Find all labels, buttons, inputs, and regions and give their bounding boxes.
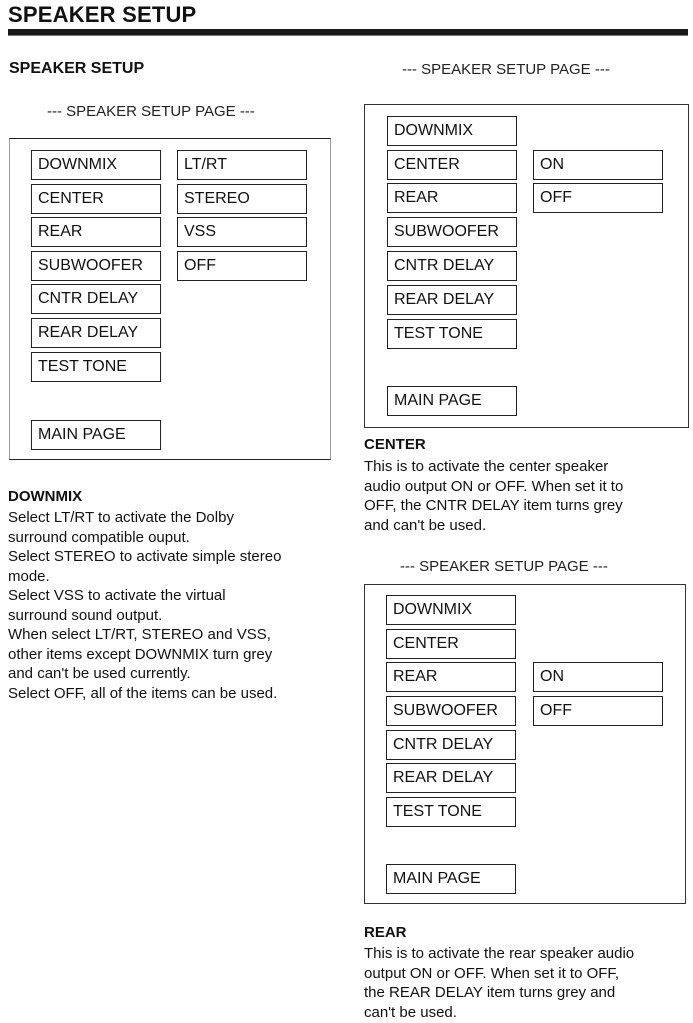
center-setup-panel bbox=[364, 104, 689, 428]
option-off[interactable]: OFF bbox=[533, 183, 663, 213]
rear-setup-panel bbox=[364, 584, 686, 904]
left-page-caption: --- SPEAKER SETUP PAGE --- bbox=[47, 103, 255, 120]
menu-item-downmix[interactable]: DOWNMIX bbox=[31, 150, 161, 180]
menu-item-downmix[interactable]: DOWNMIX bbox=[386, 595, 516, 625]
option-stereo[interactable]: STEREO bbox=[177, 184, 307, 214]
page-title: SPEAKER SETUP bbox=[8, 2, 197, 27]
main-page-button[interactable]: MAIN PAGE bbox=[387, 386, 517, 416]
desc-line: output ON or OFF. When set it to OFF, bbox=[364, 964, 620, 982]
desc-line: This is to activate the rear speaker audio bbox=[364, 945, 635, 962]
option-off[interactable]: OFF bbox=[533, 696, 663, 726]
menu-item-rear[interactable]: REAR bbox=[31, 217, 161, 247]
menu-item-rear[interactable]: REAR bbox=[387, 183, 517, 213]
center-desc-title: CENTER bbox=[364, 436, 426, 453]
menu-item-test-tone[interactable]: TEST TONE bbox=[31, 352, 161, 382]
menu-item-cntr-delay[interactable]: CNTR DELAY bbox=[387, 251, 517, 281]
menu-item-center[interactable]: CENTER bbox=[387, 150, 517, 180]
section-title: SPEAKER SETUP bbox=[9, 60, 145, 77]
header-rule-thin bbox=[8, 35, 688, 36]
menu-item-rear-delay[interactable]: REAR DELAY bbox=[31, 318, 161, 348]
desc-line: surround compatible ouput. bbox=[8, 528, 190, 546]
menu-item-rear-delay[interactable]: REAR DELAY bbox=[386, 763, 516, 793]
desc-line: the REAR DELAY item turns grey and bbox=[364, 984, 616, 1001]
option-on[interactable]: ON bbox=[533, 150, 663, 180]
option-on[interactable]: ON bbox=[533, 662, 663, 692]
desc-line: This is to activate the center speaker bbox=[364, 458, 609, 475]
menu-item-center[interactable]: CENTER bbox=[386, 629, 516, 659]
left-setup-panel bbox=[9, 138, 331, 460]
desc-line: other items except DOWNMIX turn grey bbox=[8, 645, 273, 663]
desc-line: mode. bbox=[8, 567, 50, 585]
desc-line: surround sound output. bbox=[8, 606, 163, 624]
menu-item-cntr-delay[interactable]: CNTR DELAY bbox=[31, 284, 161, 314]
main-page-button[interactable]: MAIN PAGE bbox=[386, 864, 516, 894]
desc-line: audio output ON or OFF. When set it to bbox=[364, 477, 624, 495]
rear-page-caption: --- SPEAKER SETUP PAGE --- bbox=[400, 558, 608, 575]
desc-line: Select VSS to activate the virtual bbox=[8, 587, 226, 604]
rear-description bbox=[364, 944, 690, 1022]
menu-item-subwoofer[interactable]: SUBWOOFER bbox=[386, 696, 516, 726]
menu-item-test-tone[interactable]: TEST TONE bbox=[387, 319, 517, 349]
desc-line: OFF, the CNTR DELAY item turns grey bbox=[364, 497, 623, 514]
main-page-button[interactable]: MAIN PAGE bbox=[31, 420, 161, 450]
center-description bbox=[364, 457, 690, 535]
desc-line: and can't be used. bbox=[364, 516, 487, 534]
downmix-desc-title: DOWNMIX bbox=[8, 488, 83, 505]
desc-line: and can't be used currently. bbox=[8, 665, 191, 682]
option-off[interactable]: OFF bbox=[177, 251, 307, 281]
menu-item-subwoofer[interactable]: SUBWOOFER bbox=[31, 251, 161, 281]
desc-line: Select LT/RT to activate the Dolby bbox=[8, 509, 234, 526]
menu-item-downmix[interactable]: DOWNMIX bbox=[387, 116, 517, 146]
center-page-caption: --- SPEAKER SETUP PAGE --- bbox=[402, 61, 610, 78]
menu-item-rear-delay[interactable]: REAR DELAY bbox=[387, 285, 517, 315]
menu-item-rear[interactable]: REAR bbox=[386, 662, 516, 692]
option-vss[interactable]: VSS bbox=[177, 217, 307, 247]
menu-item-test-tone[interactable]: TEST TONE bbox=[386, 797, 516, 827]
desc-line: can't be used. bbox=[364, 1003, 457, 1021]
desc-line: Select STEREO to activate simple stereo bbox=[8, 548, 282, 565]
rear-desc-title: REAR bbox=[364, 924, 407, 941]
menu-item-cntr-delay[interactable]: CNTR DELAY bbox=[386, 730, 516, 760]
menu-item-subwoofer[interactable]: SUBWOOFER bbox=[387, 217, 517, 247]
desc-line: Select OFF, all of the items can be used. bbox=[8, 684, 278, 702]
menu-item-center[interactable]: CENTER bbox=[31, 184, 161, 214]
downmix-description bbox=[8, 508, 348, 703]
desc-line: When select LT/RT, STEREO and VSS, bbox=[8, 626, 271, 643]
option-lt-rt[interactable]: LT/RT bbox=[177, 150, 307, 180]
